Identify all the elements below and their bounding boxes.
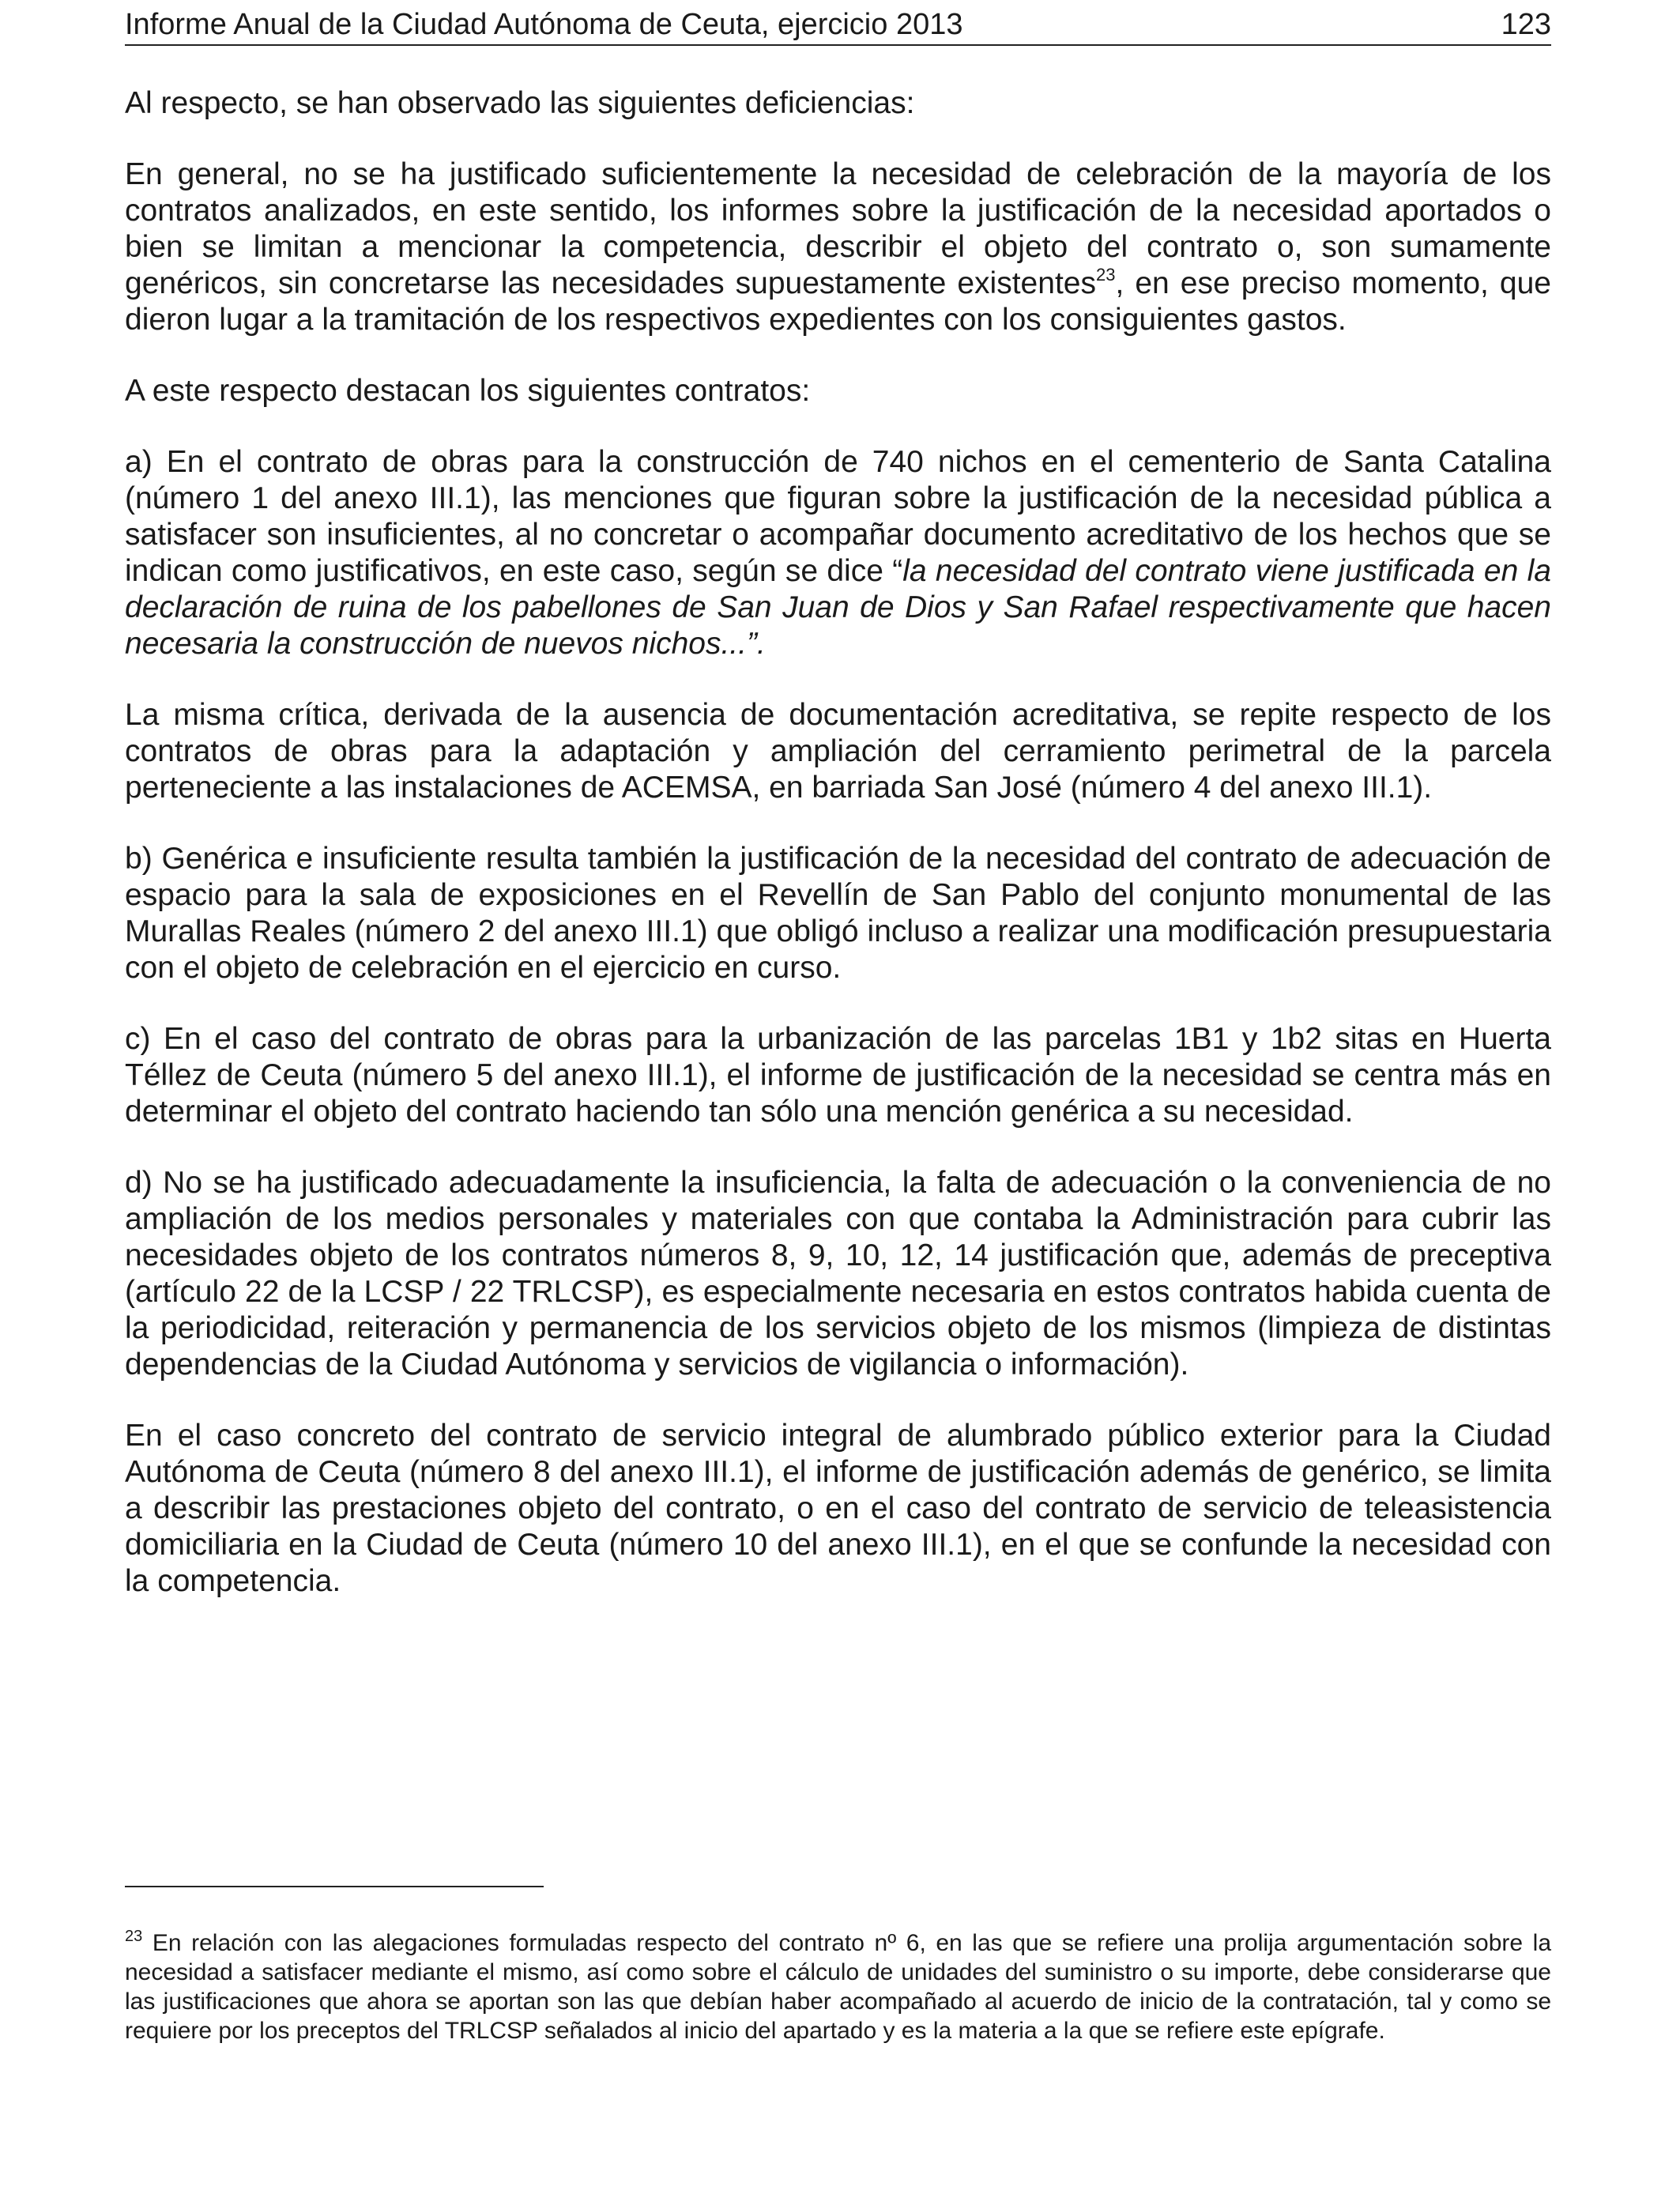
item-a-quote: la necesidad del contrato viene justificada en la declaración de ruina de los pabellones de San Juan de Dios y San Rafael respectivamente que hacen necesaria la construcción de nuevos nichos...”. bbox=[125, 554, 1551, 661]
paragraph-item-c: c) En el caso del contrato de obras para la urbanización de las parcelas 1B1 y 1b2 sitas en Huerta Téllez de Ceuta (número 5 del anexo III.1), el informe de justificación de la necesidad se centra más en determinar el objeto del contrato haciendo tan sólo una mención genérica a su necesidad. bbox=[125, 1022, 1551, 1129]
body-text bbox=[125, 85, 1551, 1634]
header-rule bbox=[125, 44, 1551, 46]
item-a-text: a) En el contrato de obras para la construcción de 740 nichos en el cementerio de Santa Catalina (número 1 del anexo III.1), las menciones que figuran sobre la justificación de la necesidad pública a satisfacer son insuficientes, al no concretar o acompañar documento acreditativo de los hechos que se indican como justificativos, en este caso, según se dice “ bbox=[125, 445, 1551, 588]
paragraph-general bbox=[125, 156, 1551, 338]
paragraph-general-text-2: , en ese preciso momento, que dieron lugar a la tramitación de los respectivos expedientes con los consiguientes gastos. bbox=[125, 266, 1551, 337]
footnote-text: En relación con las alegaciones formuladas respecto del contrato nº 6, en las que se refiere una prolija argumentación sobre la necesidad a satisfacer mediante el mismo, así como sobre el cálculo de unidades del suministro o su importe, debe considerarse que las justificaciones que ahora se aportan son las que debían haber acompañado al acuerdo de inicio de la contratación, tal y como se requiere por los preceptos del TRLCSP señalados al inicio del apartado y es la materia a la que se refiere este epígrafe. bbox=[125, 1930, 1551, 2044]
header-title: Informe Anual de la Ciudad Autónoma de Ceuta, ejercicio 2013 bbox=[125, 8, 963, 41]
document-page bbox=[125, 0, 1551, 2194]
paragraph-same-criticism: La misma crítica, derivada de la ausencia de documentación acreditativa, se repite respecto de los contratos de obras para la adaptación y ampliación del cerramiento perimetral de la parcela perteneciente a las instalaciones de ACEMSA, en barriada San José (número 4 del anexo III.1). bbox=[125, 698, 1551, 805]
paragraph-intro: Al respecto, se han observado las siguientes deficiencias: bbox=[125, 86, 915, 120]
page-header bbox=[125, 5, 1551, 44]
paragraph-item-d: d) No se ha justificado adecuadamente la insuficiencia, la falta de adecuación o la conveniencia de no ampliación de los medios personales y materiales con que contaba la Administración para cubrir las necesidades objeto de los contratos números 8, 9, 10, 12, 14 justificación que, además de preceptiva (artículo 22 de la LCSP / 22 TRLCSP), es especialmente necesaria en estos contratos habida cuenta de la periodicidad, reiteración y permanencia de los servicios objeto de los mismos (limpieza de distintas dependencias de la Ciudad Autónoma y servicios de vigilancia o información). bbox=[125, 1166, 1551, 1382]
paragraph-specific-case: En el caso concreto del contrato de servicio integral de alumbrado público exterior para la Ciudad Autónoma de Ceuta (número 8 del anexo III.1), el informe de justificación además de genérico, se limita a describir las prestaciones objeto del contrato, o en el caso del contrato de servicio de teleasistencia domiciliaria en la Ciudad de Ceuta (número 10 del anexo III.1), en el que se confunde la necesidad con la competencia. bbox=[125, 1419, 1551, 1598]
paragraph-item-b: b) Genérica e insuficiente resulta también la justificación de la necesidad del contrato de adecuación de espacio para la sala de exposiciones en el Revellín de San Pablo del conjunto monumental de las Murallas Reales (número 2 del anexo III.1) que obligó incluso a realizar una modificación presupuestaria con el objeto de celebración en el ejercicio en curso. bbox=[125, 842, 1551, 985]
footnote bbox=[125, 1928, 1551, 2045]
paragraph-contracts-intro: A este respecto destacan los siguientes contratos: bbox=[125, 374, 811, 408]
paragraph-general-text-1: En general, no se ha justificado suficientemente la necesidad de celebración de la mayoría de los contratos analizados, en este sentido, los informes sobre la justificación de la necesidad aportados o bien se limitan a mencionar la competencia, describir el objeto del contrato o, son sumamente genéricos, sin concretarse las necesidades supuestamente existentes bbox=[125, 157, 1551, 300]
footnote-rule bbox=[125, 1886, 544, 1887]
footnote-marker: 23 bbox=[125, 1928, 143, 1945]
footnote-reference: 23 bbox=[1095, 265, 1116, 285]
paragraph-item-a bbox=[125, 444, 1551, 662]
page-number: 123 bbox=[1501, 8, 1551, 41]
